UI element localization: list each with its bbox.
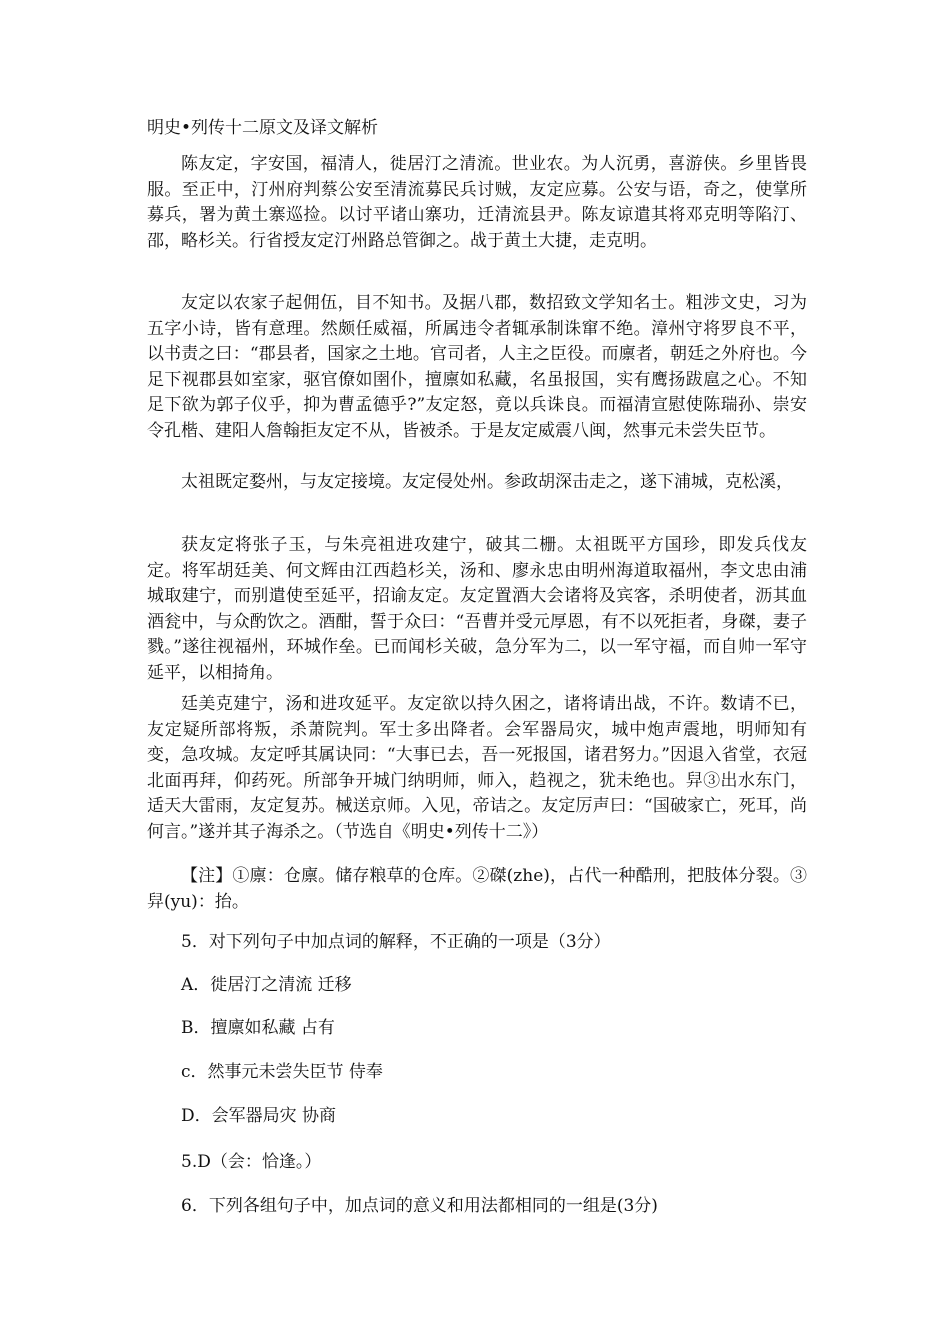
question-5-option-d: D．会军器局灾 协商 <box>181 1106 337 1126</box>
paragraph-4: 获友定将张子玉，与朱亮祖进攻建宁，破其二栅。太祖既平方国珍，即发兵伐友定。将军胡廷美、何文辉由江西趋杉关，汤和、廖永忠由明州海道取福州，李文忠由浦城取建宁，而别遣使至延平，招谕友定。友定置酒大会诸将及宾客，杀明使者，沥其血酒瓮中，与众酌饮之。酒酣，誓于众曰：“吾曹并受元厚恩，有不以死拒者，身磔，妻子戮。”遂往视福州，环城作垒。已而闻杉关破，急分军为二，以一军守福，而自帅一军守延平，以相掎角。 <box>147 535 807 683</box>
question-5-option-c: c．然事元未尝失臣节 侍奉 <box>181 1062 383 1082</box>
document-title: 明史•列传十二原文及译文解析 <box>147 118 379 138</box>
paragraph-3: 太祖既定婺州，与友定接境。友定侵处州。参政胡深击走之，遂下浦城，克松溪， <box>181 472 793 492</box>
question-5-stem: 5．对下列句子中加点词的解释，不正确的一项是（3分） <box>181 932 611 952</box>
annotation-note: 【注】①廪：仓廪。储存粮草的仓库。②磔(zhe)，占代一种酷刑，把肢体分裂。③舁(yu)：抬。 <box>147 866 807 912</box>
paragraph-1: 陈友定，字安国，福清人，徙居汀之清流。世业农。为人沉勇，喜游侠。乡里皆畏服。至正中，汀州府判蔡公安至清流募民兵讨贼，友定应募。公安与语，奇之，使掌所募兵，署为黄土寨巡捡。以讨平诸山寨功，迁清流县尹。陈友谅遣其将邓克明等陷汀、邵，略杉关。行省授友定汀州路总管御之。战于黄土大捷，走克明。 <box>147 154 807 251</box>
paragraph-5: 廷美克建宁，汤和进攻延平。友定欲以持久困之，诸将请出战，不许。数请不已，友定疑所部将叛，杀萧院判。军士多出降者。会军器局灾，城中炮声震地，明师知有变，急攻城。友定呼其属诀同：“大事已去，吾一死报国，诸君努力。”因退入省堂，衣冠北面再拜，仰药死。所部争开城门纳明师，师入，趋视之，犹未绝也。舁③出水东门，适天大雷雨，友定复苏。械送京师。入见，帝诘之。友定厉声曰：“国破家亡，死耳，尚何言。”遂并其子海杀之。（节选自《明史•列传十二》） <box>147 694 807 842</box>
question-6-stem: 6．下列各组句子中，加点词的意义和用法都相同的一组是(3分) <box>181 1196 658 1216</box>
question-5-option-b: B．擅廪如私藏 占有 <box>181 1018 335 1038</box>
question-5-answer: 5.D（会：恰逢。） <box>181 1152 322 1172</box>
question-5-option-a: A．徙居汀之清流 迁移 <box>181 975 352 995</box>
paragraph-2: 友定以农家子起佣伍，目不知书。及据八郡，数招致文学知名士。粗涉文史，习为五字小诗，皆有意理。然颇任威福，所属违令者辄承制诛窜不绝。漳州守将罗良不平，以书责之曰：“郡县者，国家之土地。官司者，人主之臣役。而廪者，朝廷之外府也。今足下视郡县如室家，驱官僚如圉仆，擅廪如私藏，名虽报国，实有鹰扬跋扈之心。不知足下欲为郭子仪乎，抑为曹孟德乎?”友定怒，竟以兵诛良。而福清宣慰使陈瑞孙、崇安令孔楷、建阳人詹翰拒友定不从，皆被杀。于是友定威震八闽，然事元未尝失臣节。 <box>147 293 807 441</box>
